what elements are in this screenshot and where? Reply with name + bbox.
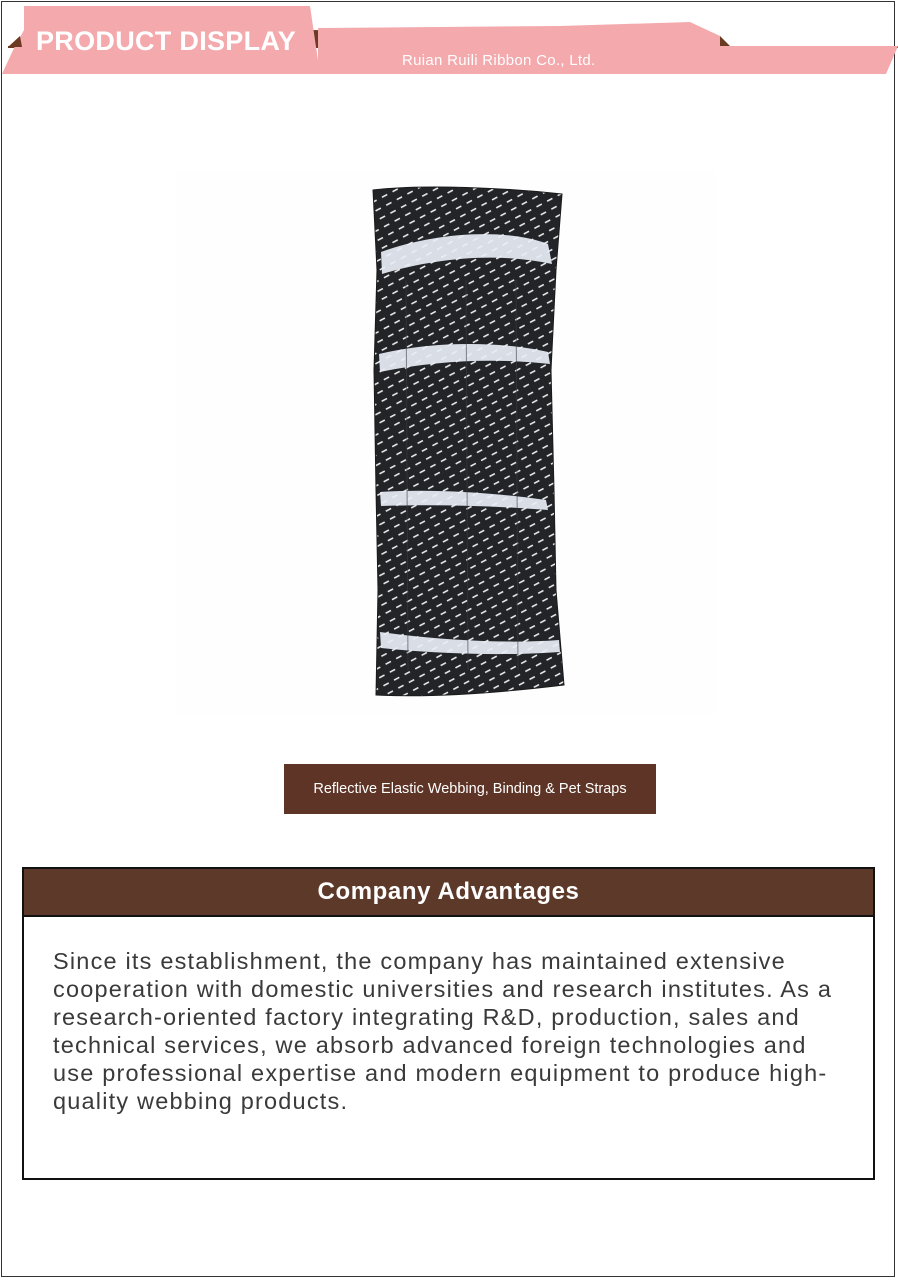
product-caption xyxy=(284,764,656,814)
advantages-header xyxy=(24,869,873,917)
advantages-heading: Company Advantages xyxy=(317,878,580,905)
product-caption-text: Reflective Elastic Webbing, Binding & Pet Straps xyxy=(313,781,627,797)
advantages-body: Since its establishment, the company has maintained extensive cooperation with domestic universities and research institutes. As a research-oriented factory integrating R&D, production, sales and technical services, we absorb advanced foreign technologies and use professional expertise and modern equipment to produce high-quality webbing products. xyxy=(53,948,833,1114)
company-name: Ruian Ruili Ribbon Co., Ltd. xyxy=(402,52,596,69)
page-title: PRODUCT DISPLAY xyxy=(36,26,297,56)
reflective-webbing-roll-photo xyxy=(176,170,716,715)
product-image xyxy=(176,170,716,715)
company-advantages-box xyxy=(22,867,875,1180)
header-banner xyxy=(0,0,898,80)
